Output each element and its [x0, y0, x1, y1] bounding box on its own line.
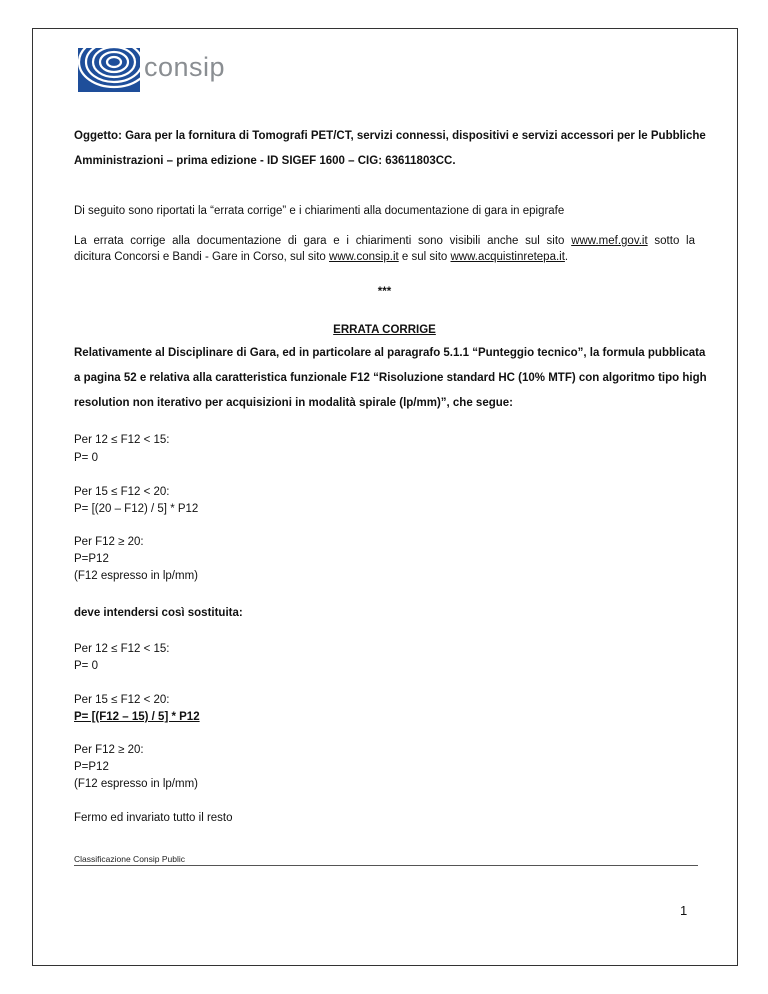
closing-text: Fermo ed invariato tutto il resto	[74, 812, 233, 824]
link-mef[interactable]: www.mef.gov.it	[571, 235, 648, 247]
original-points-2: P= [(20 – F12) / 5] * P12	[74, 503, 199, 515]
original-unit-note: (F12 espresso in lp/mm)	[74, 570, 198, 582]
replacement-condition-2: Per 15 ≤ F12 < 20:	[74, 694, 170, 706]
subject-line-2: Amministrazioni – prima edizione - ID SIGEF 1600 – CIG: 63611803CC.	[74, 155, 456, 167]
section-title-text: ERRATA CORRIGE	[333, 324, 436, 336]
errata-line-2: a pagina 52 e relativa alla caratteristica funzionale F12 “Risoluzione standard HC (10% MTF) con algoritmo tipo high	[74, 372, 707, 384]
page-number: 1	[680, 903, 688, 918]
subject-line-1: Oggetto: Gara per la fornitura di Tomografi PET/CT, servizi connessi, dispositivi e servizi accessori per le Pubbliche	[74, 130, 706, 142]
consip-logo-mark	[78, 48, 140, 92]
replacement-points-1: P= 0	[74, 660, 98, 672]
links-paragraph-line-2	[74, 250, 568, 264]
links-paragraph-line-1	[74, 234, 695, 248]
replacement-condition-3: Per F12 ≥ 20:	[74, 744, 144, 756]
original-points-3: P=P12	[74, 553, 109, 565]
replacement-unit-note: (F12 espresso in lp/mm)	[74, 778, 198, 790]
footer-divider	[74, 865, 698, 866]
links-text-b: sotto la	[654, 235, 696, 247]
links-text-c: dicitura Concorsi e Bandi - Gare in Corso, sul sito	[74, 251, 326, 263]
original-condition-2: Per 15 ≤ F12 < 20:	[74, 486, 170, 498]
replacement-points-2: P= [(F12 – 15) / 5] * P12	[74, 711, 200, 723]
section-title	[74, 323, 695, 337]
original-points-1: P= 0	[74, 452, 98, 464]
intro-text: Di seguito sono riportati la “errata corrige” e i chiarimenti alla documentazione di gara in epigrafe	[74, 205, 565, 217]
original-condition-1: Per 12 ≤ F12 < 15:	[74, 434, 170, 446]
links-text-a: La errata corrige alla documentazione di gara e i chiarimenti sono visibili anche sul sito	[74, 235, 565, 247]
links-text-d: e sul sito	[401, 251, 448, 263]
separator-stars: ***	[377, 286, 392, 298]
errata-line-3: resolution non iterativo per acquisizioni in modalità spirale (lp/mm)”, che segue:	[74, 397, 513, 409]
original-condition-3: Per F12 ≥ 20:	[74, 536, 144, 548]
consip-logo	[78, 48, 238, 92]
replacement-points-3: P=P12	[74, 761, 109, 773]
errata-line-1: Relativamente al Disciplinare di Gara, ed in particolare al paragrafo 5.1.1 “Punteggio tecnico”, la formula pubblicata	[74, 347, 706, 359]
replacement-condition-1: Per 12 ≤ F12 < 15:	[74, 643, 170, 655]
footer-classification: Classificazione Consip Public	[74, 854, 186, 864]
link-consip[interactable]: www.consip.it	[329, 251, 399, 263]
replace-label: deve intendersi così sostituita:	[74, 607, 243, 619]
logo-wordmark: consip	[144, 52, 226, 82]
link-acquistinretepa[interactable]: www.acquistinretepa.it	[450, 251, 565, 263]
links-text-end: .	[564, 251, 569, 263]
